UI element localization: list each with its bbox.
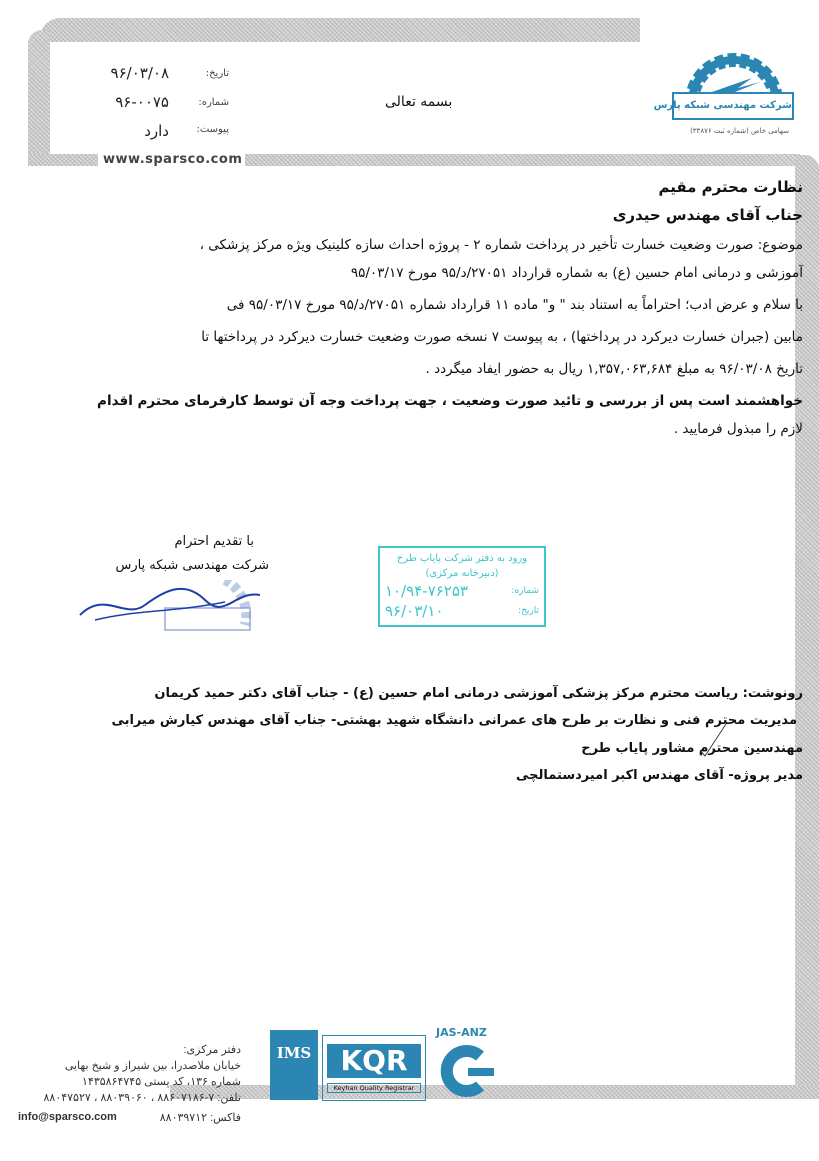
request-line-2: لازم را مبذول فرمایید . <box>673 421 803 437</box>
attachment-label: پیوست: <box>196 124 229 135</box>
website-link[interactable]: www.sparsco.com <box>100 152 245 167</box>
body-line-3: تاریخ ۹۶/۰۳/۰۸ به مبلغ ۱,۳۵۷,۰۶۳,۶۸۴ ریال به حضور ایفاد میگردد . <box>425 361 803 377</box>
ims-cert-logo <box>270 1030 318 1100</box>
kqr-cert-logo <box>322 1035 426 1101</box>
subject-line-2: آموزشی و درمانی امام حسین (ع) به شماره قرارداد ۲۷۰۵۱/د/۹۵ مورخ ۹۵/۰۳/۱۷ <box>350 265 803 281</box>
date-value: ۹۶/۰۳/۰۸ <box>110 64 169 82</box>
company-logo <box>653 30 797 125</box>
subject-line-1: موضوع: صورت وضعیت خسارت تأخیر در پرداخت شماره ۲ - پروژه احداث سازه کلینیک ویژه مرکز پزشکی ، <box>199 237 803 253</box>
jas-anz-label: JAS-ANZ <box>436 1026 487 1039</box>
company-registration: سهامی خاص (شماره ثبت ۳۳۸۷۶) <box>690 127 789 135</box>
body-line-1: با سلام و عرض ادب؛ احتراماً به استناد بند " و" ماده ۱۱ قرارداد شماره ۲۷۰۵۱/د/۹۵ مورخ ۹۵/۰۳/۱۷ فی <box>226 297 803 313</box>
footer-address <box>44 1042 242 1106</box>
jas-anz-logo-icon <box>432 1042 502 1100</box>
stamp-date-label: تاریخ: <box>518 606 539 616</box>
stamp-line-1: ورود به دفتر شرکت پایاب طرح <box>396 553 528 564</box>
phone-numbers: تلفن: ۷-۸۸۶۰۷۱۸۶ ، ۸۸۰۳۹۰۶۰ ، ۸۸۰۴۷۵۲۷ <box>43 1092 241 1104</box>
attachment-value: دارد <box>144 122 169 140</box>
cc-line-3: مهندسین محترم مشاور پایاب طرح <box>581 741 803 756</box>
frame-right-band <box>795 155 819 1085</box>
kqr-text: KQR <box>327 1044 421 1078</box>
checkmark-icon <box>698 722 728 758</box>
frame-top-band <box>40 18 640 42</box>
body-line-2: مابین (جبران خسارت دیرکرد در پرداختها) ، به پیوست ۷ نسخه صورت وضعیت خسارت دیرکرد در پرداختها تا <box>201 329 803 345</box>
logo-text: شرکت مهندسی شبکه پارس <box>672 92 794 120</box>
fax-number: فاکس: ۸۸۰۳۹۷۱۲ <box>159 1112 241 1124</box>
cc-line-4: مدیر پروژه- آقای مهندس اکبر امیردستمالچی <box>516 768 803 783</box>
cc-line-2: مدیریت محترم فنی و نظارت بر طرح های عمرانی دانشگاه شهید بهشتی- جناب آقای مهندس کیارش میرابی <box>111 713 797 728</box>
date-label: تاریخ: <box>205 68 229 79</box>
recipient-line-1: نظارت محترم مقیم <box>658 178 803 196</box>
stamp-number-label: شماره: <box>511 586 539 596</box>
stamp-number-value: ۱۰/۹۴-۷۶۲۵۳ <box>385 582 468 600</box>
stamp-line-2: (دبیرخانه مرکزی) <box>425 568 499 579</box>
kqr-caption: Keyhan Quality Registrar <box>327 1083 421 1093</box>
number-label: شماره: <box>198 97 229 108</box>
ims-text: IMS <box>276 1044 312 1062</box>
receipt-stamp <box>378 546 546 627</box>
number-value: ۹۶-۰۰۷۵ <box>115 93 169 111</box>
recipient-line-2: جناب آقای مهندس حیدری <box>612 206 803 224</box>
frame-band <box>240 154 800 166</box>
signature-stamp-mark <box>75 580 275 640</box>
address-line-1: خیابان ملاصدرا، بین شیراز و شیخ بهایی <box>64 1060 241 1072</box>
stamp-date-value: ۹۶/۰۳/۱۰ <box>385 602 444 620</box>
email-link[interactable]: info@sparsco.com <box>18 1111 117 1123</box>
office-label: دفتر مرکزی: <box>183 1044 241 1056</box>
cc-line-1: رونوشت: ریاست محترم مرکز پزشکی آموزشی درمانی امام حسین (ع) - جناب آقای دکتر حمید کریمان <box>154 686 803 701</box>
request-line-1: خواهشمند است پس از بررسی و تائید صورت وضعیت ، جهت پرداخت وجه آن توسط کارفرمای محترم اقدام <box>97 393 803 409</box>
frame-left-band <box>28 30 50 160</box>
signature-company: شرکت مهندسی شبکه پارس <box>115 558 269 573</box>
invocation-heading: بسمه تعالی <box>385 94 453 110</box>
frame-band <box>28 154 98 166</box>
address-line-2: شماره ۱۳۶، کد پستی ۱۴۳۵۸۶۴۷۴۵ <box>82 1076 241 1088</box>
closing-text: با تقدیم احترام <box>174 534 254 549</box>
